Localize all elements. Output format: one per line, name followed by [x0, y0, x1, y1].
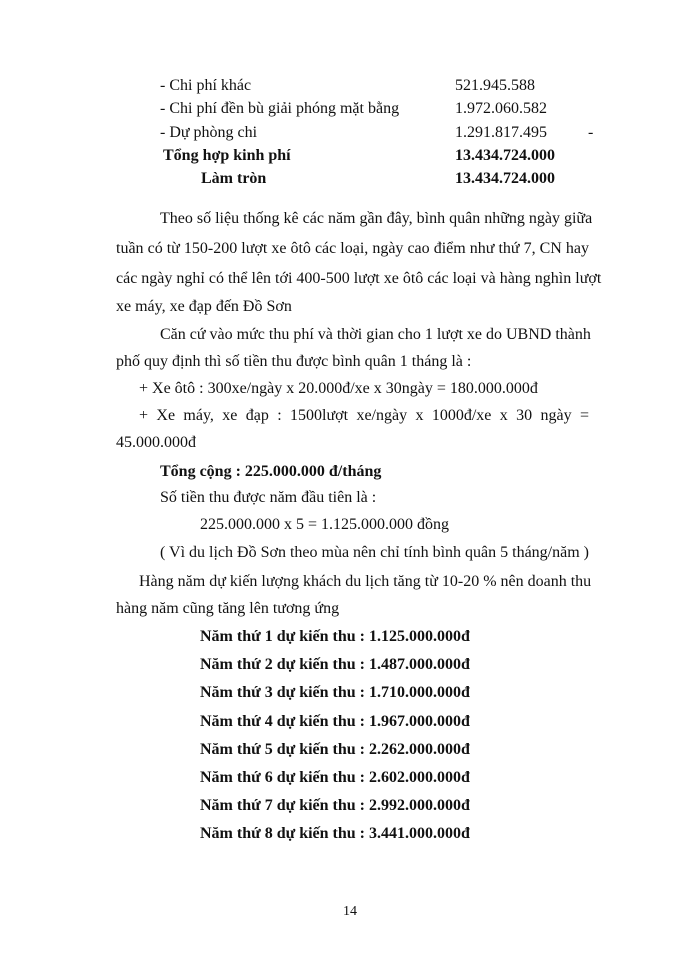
- cost-label: - Chi phí đền bù giải phóng mặt bằng: [160, 100, 400, 117]
- cost-rounded-row: [0, 170, 700, 192]
- first-year-formula: 225.000.000 x 5 = 1.125.000.000 đồng: [200, 516, 450, 533]
- cost-row: [0, 77, 700, 99]
- cost-row: [0, 124, 700, 146]
- year-revenue-item: Năm thứ 2 dự kiến thu : 1.487.000.000đ: [200, 656, 470, 673]
- cost-value: 521.945.588: [455, 77, 535, 94]
- paragraph-line: xe máy, xe đạp đến Đồ Sơn: [116, 298, 292, 315]
- paragraph-line: Theo số liệu thống kê các năm gần đây, bình quân những ngày giữa: [160, 210, 593, 227]
- paragraph-line: Hàng năm dự kiến lượng khách du lịch tăng từ 10-20 % nên doanh thu: [139, 573, 592, 590]
- cost-rounded-value: 13.434.724.000: [455, 170, 555, 187]
- year-revenue-item: Năm thứ 4 dự kiến thu : 1.967.000.000đ: [200, 713, 470, 730]
- paragraph-line: các ngày nghỉ có thể lên tới 400-500 lượt xe ôtô các loại và hàng nghìn lượt: [116, 270, 602, 287]
- cost-total-value: 13.434.724.000: [455, 147, 555, 164]
- cost-value: 1.291.817.495: [455, 124, 547, 141]
- paragraph-line: Căn cứ vào mức thu phí và thời gian cho 1 lượt xe do UBND thành: [160, 326, 591, 343]
- year-revenue-item: Năm thứ 3 dự kiến thu : 1.710.000.000đ: [200, 684, 470, 701]
- monthly-total: Tổng cộng : 225.000.000 đ/tháng: [160, 463, 382, 480]
- calc-car-line: + Xe ôtô : 300xe/ngày x 20.000đ/xe x 30ngày = 180.000.000đ: [139, 380, 538, 397]
- year-revenue-item: Năm thứ 7 dự kiến thu : 2.992.000.000đ: [200, 797, 470, 814]
- cost-label: - Chi phí khác: [160, 77, 252, 94]
- cost-rounded-label: Làm tròn: [201, 170, 267, 187]
- cost-total-label: Tổng hợp kinh phí: [163, 147, 291, 164]
- paragraph-line: hàng năm cũng tăng lên tương ứng: [116, 600, 340, 617]
- calc-moto-line: + Xe máy, xe đạp : 1500lượt xe/ngày x 1000đ/xe x 30 ngày =: [139, 407, 589, 424]
- year-revenue-item: Năm thứ 5 dự kiến thu : 2.262.000.000đ: [200, 741, 470, 758]
- cost-total-row: [0, 147, 700, 169]
- first-year-label: Số tiền thu được năm đầu tiên là :: [160, 489, 377, 506]
- cost-value: 1.972.060.582: [455, 100, 547, 117]
- cost-mark: -: [588, 124, 594, 141]
- cost-label: - Dự phòng chi: [160, 124, 258, 141]
- page-number: 14: [343, 904, 357, 919]
- calc-moto-result: 45.000.000đ: [116, 434, 196, 451]
- year-revenue-item: Năm thứ 1 dự kiến thu : 1.125.000.000đ: [200, 628, 470, 645]
- year-revenue-item: Năm thứ 6 dự kiến thu : 2.602.000.000đ: [200, 769, 470, 786]
- paragraph-line: phố quy định thì số tiền thu được bình quân 1 tháng là :: [116, 353, 472, 370]
- year-revenue-item: Năm thứ 8 dự kiến thu : 3.441.000.000đ: [200, 825, 470, 842]
- cost-row: [0, 100, 700, 122]
- seasonal-note: ( Vì du lịch Đồ Sơn theo mùa nên chỉ tính bình quân 5 tháng/năm ): [160, 544, 589, 561]
- paragraph-line: tuần có từ 150-200 lượt xe ôtô các loại, ngày cao điểm như thứ 7, CN hay: [116, 240, 589, 257]
